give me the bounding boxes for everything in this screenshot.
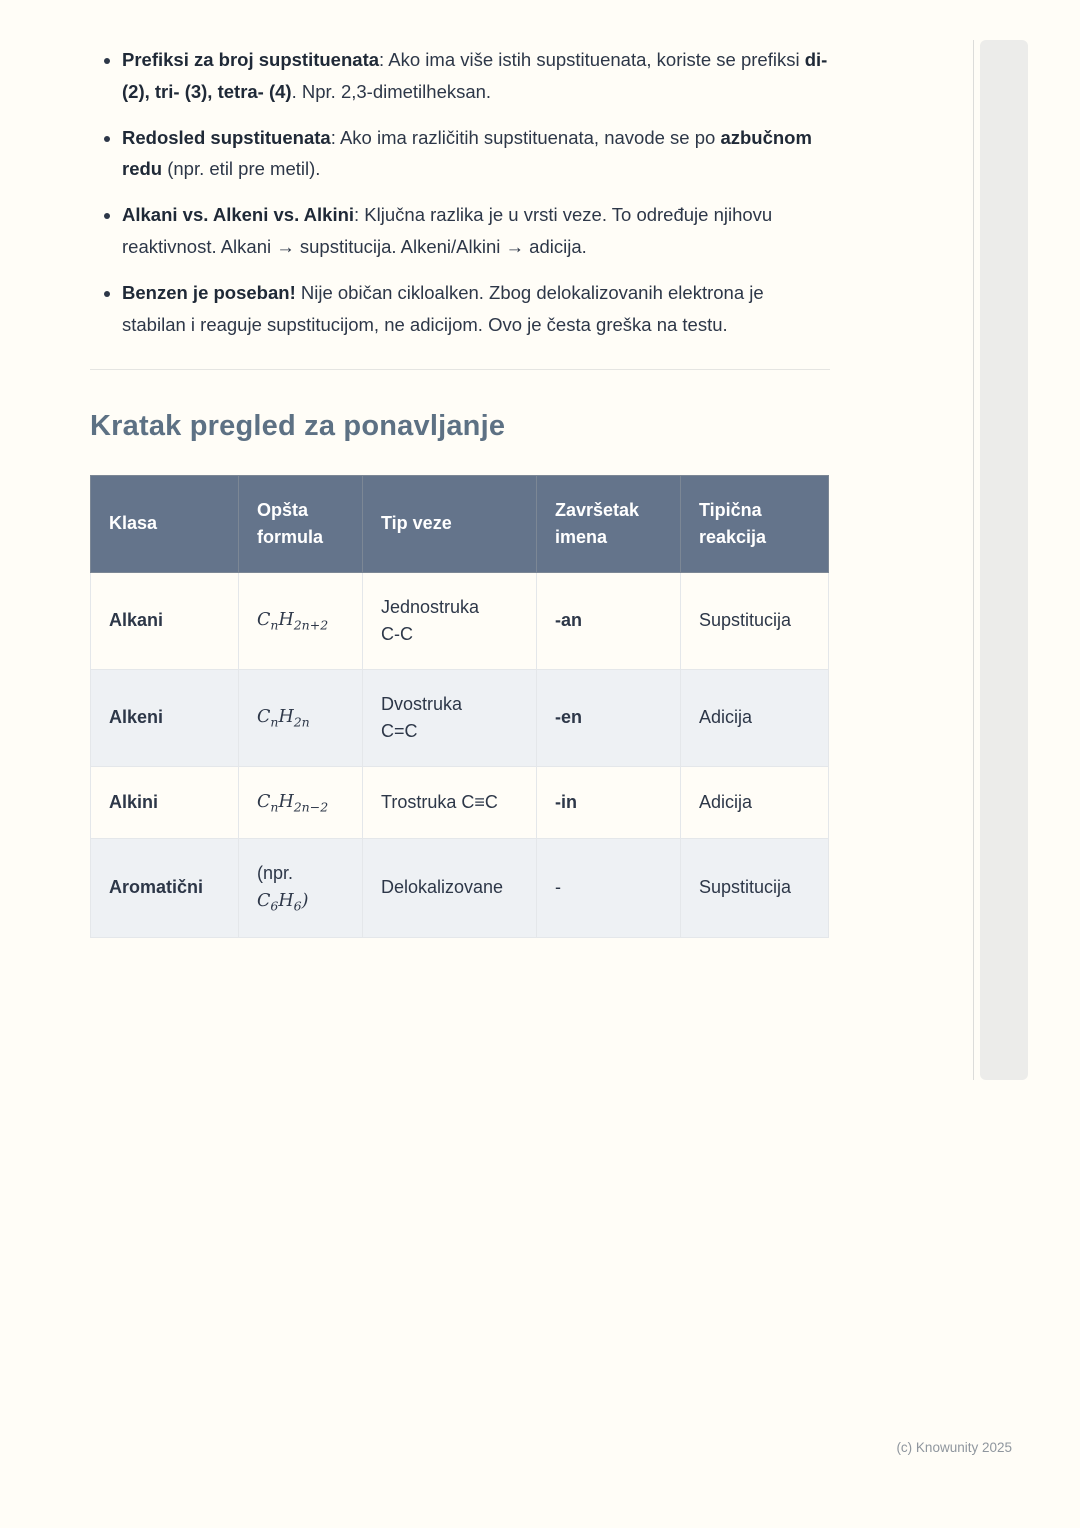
cell-zavrsetak: -	[537, 838, 681, 937]
summary-table	[90, 475, 829, 939]
column-header: Tipična reakcija	[681, 475, 829, 572]
formula-line	[257, 887, 344, 916]
cell-klasa: Alkeni	[91, 669, 239, 766]
formula-line	[257, 703, 344, 732]
bullet-text: . Npr. 2,3-dimetilheksan.	[291, 80, 492, 102]
cell-formula	[239, 766, 363, 838]
bullet-text: Nije običan cikloalken. Zbog delokalizovanih elektrona je stabilan i reaguje supstitucijom, ne adicijom. Ovo je česta greška na testu.	[122, 281, 764, 335]
bond-type-line: Trostruka C≡C	[381, 791, 498, 812]
cell-tip-veze	[363, 766, 537, 838]
bullet-text: (npr. etil pre metil).	[162, 158, 321, 180]
copyright-notice: (c) Knowunity 2025	[896, 1440, 1012, 1455]
table-row	[91, 838, 829, 937]
column-header: Završetak imena	[537, 475, 681, 572]
cell-tip-veze	[363, 572, 537, 669]
bullet-item	[122, 199, 830, 263]
bullet-text: Benzen je poseban!	[122, 281, 296, 303]
column-header: Klasa	[91, 475, 239, 572]
cell-tip-veze	[363, 838, 537, 937]
cell-zavrsetak: -an	[537, 572, 681, 669]
bond-type-line: Dvostruka	[381, 693, 463, 714]
section-divider	[90, 369, 830, 370]
bullet-item	[122, 122, 830, 186]
bullet-item	[122, 44, 830, 108]
cell-formula	[239, 572, 363, 669]
cell-klasa: Aromatični	[91, 838, 239, 937]
bullet-text: Alkani vs. Alkeni vs. Alkini	[122, 204, 355, 226]
header-row	[91, 475, 829, 572]
bond-type-line: Delokalizovane	[381, 877, 504, 898]
bullet-item	[122, 277, 830, 341]
scrollbar-track	[973, 40, 974, 1080]
table-row	[91, 669, 829, 766]
section-heading: Kratak pregled za ponavljanje	[90, 409, 506, 442]
cell-reakcija: Supstitucija	[681, 572, 829, 669]
bullet-text: Prefiksi za broj supstituenata	[122, 49, 380, 70]
bond-type-line: Jednostruka	[381, 596, 480, 617]
column-header: Tip veze	[363, 475, 537, 572]
cell-zavrsetak: -in	[537, 766, 681, 838]
formula-line: (npr.	[257, 862, 294, 883]
table-row	[91, 766, 829, 838]
cell-formula	[239, 838, 363, 937]
cell-klasa: Alkani	[91, 572, 239, 669]
summary-table-head	[91, 475, 829, 572]
cell-formula	[239, 669, 363, 766]
cell-tip-veze	[363, 669, 537, 766]
cell-klasa: Alkini	[91, 766, 239, 838]
bullet-text: di- (2), tri- (3), tetra- (4)	[122, 49, 828, 102]
cell-reakcija: Adicija	[681, 766, 829, 838]
bond-type-line: C=C	[381, 720, 418, 741]
cell-zavrsetak: -en	[537, 669, 681, 766]
bullet-text: : Ključna razlika je u vrsti veze. To određuje njihovu reaktivnost. Alkani → supstitucija. Alkeni/Alkini → adicija.	[122, 204, 773, 258]
formula-line	[257, 788, 344, 817]
chemical-formula: $C_nH_{2n-2}$	[257, 791, 329, 814]
column-header: Opšta formula	[239, 475, 363, 572]
summary-table-body	[91, 572, 829, 938]
scrollbar-thumb[interactable]	[980, 40, 1028, 1080]
chemical-formula: $C_6H_6$)	[257, 890, 309, 914]
chemical-formula: $C_nH_{2n+2}$	[257, 609, 329, 633]
key-points-list	[90, 44, 830, 341]
note-page-content	[90, 44, 830, 938]
cell-reakcija: Adicija	[681, 669, 829, 766]
formula-line	[257, 606, 344, 635]
bullet-text: Redosled supstituenata	[122, 126, 331, 148]
bullet-text: : Ako ima različitih supstituenata, navode se po	[330, 126, 721, 148]
table-row	[91, 572, 829, 669]
bullet-text: azbučnom redu	[122, 126, 812, 180]
chemical-formula: $C_nH_{2n}$	[257, 706, 310, 730]
bond-type-line: C-C	[381, 623, 413, 644]
cell-reakcija: Supstitucija	[681, 838, 829, 937]
bullet-text: : Ako ima više istih supstituenata, koriste se prefiksi	[379, 49, 805, 70]
